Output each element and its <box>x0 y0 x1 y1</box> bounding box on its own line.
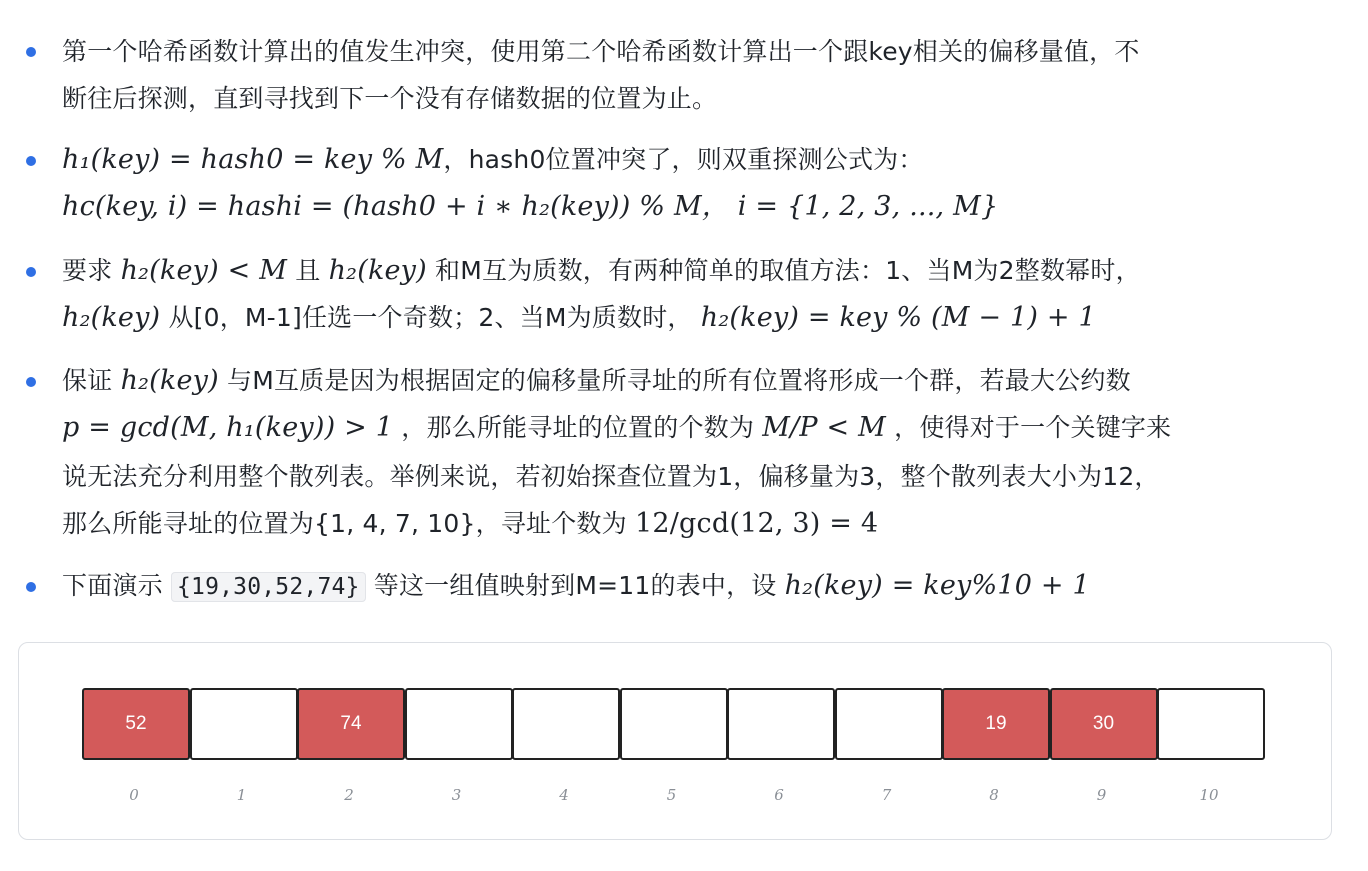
text-span: ，使得对于一个关键字来 <box>894 413 1172 442</box>
math-formula: h₁(key) = hash0 = key % M <box>62 144 444 175</box>
slot-index-label: 7 <box>881 786 892 804</box>
hash-slot <box>1157 688 1265 760</box>
slot-index-label: 10 <box>1199 786 1219 804</box>
hash-slot: 30 <box>1050 688 1158 760</box>
text-span: 下面演示 <box>62 571 163 600</box>
math-formula: hc(key, i) = hashi = (hash0 + i ∗ h₂(key)) % M， i = {1, 2, 3, ..., M} <box>62 191 999 222</box>
math-formula: 12/gcd(12, 3) = 4 <box>634 508 879 539</box>
hash-slot <box>405 688 513 760</box>
slot-index-label: 0 <box>129 786 139 804</box>
slot-index-label: 4 <box>559 786 569 804</box>
text-span: 从[0，M-1]任选一个奇数；2、当M为质数时， <box>168 303 693 332</box>
paragraph-line <box>62 569 1090 604</box>
paragraph-line <box>62 364 1131 398</box>
text-span: 与M互质是因为根据固定的偏移量所寻址的所有位置将形成一个群，若最大公约数 <box>227 366 1131 395</box>
hash-slot <box>727 688 835 760</box>
bullet-icon <box>26 377 36 387</box>
text-span: 那么所能寻址的位置为{1, 4, 7, 10}，寻址个数为 <box>62 509 627 538</box>
paragraph-line <box>62 254 1141 288</box>
hash-slot <box>835 688 943 760</box>
paragraph-line: 说无法充分利用整个散列表。举例来说，若初始探查位置为1，偏移量为3，整个散列表大小为12， <box>62 462 1160 491</box>
hash-slot <box>190 688 298 760</box>
hash-slot <box>512 688 620 760</box>
paragraph-line: 第一个哈希函数计算出的值发生冲突，使用第二个哈希函数计算出一个跟key相关的偏移量值，不 <box>62 37 1140 66</box>
text-span: 等这一组值映射到M=11的表中，设 <box>373 571 777 600</box>
math-formula: h₂(key) <box>120 365 219 396</box>
slot-index-label: 8 <box>989 786 999 804</box>
bullet-icon <box>26 267 36 277</box>
math-formula: M/P < M <box>762 412 886 443</box>
slot-index-label: 9 <box>1096 786 1107 804</box>
hash-slot: 19 <box>942 688 1050 760</box>
paragraph-line <box>62 301 1096 335</box>
hash-slot: 74 <box>297 688 405 760</box>
bullet-icon <box>26 582 36 592</box>
bullet-icon <box>26 156 36 166</box>
slot-index-label: 5 <box>666 786 677 804</box>
slot-index-label: 6 <box>774 786 784 804</box>
slot-index-label: 2 <box>344 786 354 804</box>
paragraph-line: 断往后探测，直到寻找到下一个没有存储数据的位置为止。 <box>62 84 718 113</box>
slot-index-label: 1 <box>236 786 247 804</box>
slot-index-label: 3 <box>451 786 462 804</box>
math-formula: h₂(key) = key%10 + 1 <box>784 570 1090 601</box>
bullet-icon <box>26 47 36 57</box>
text-span: 保证 <box>62 366 113 395</box>
text-span: ，那么所能寻址的位置的个数为 <box>401 413 755 442</box>
inline-code: {19,30,52,74} <box>171 572 366 602</box>
text-span: ，hash0位置冲突了，则双重探测公式为： <box>443 145 924 174</box>
formula-line <box>62 190 998 224</box>
paragraph-line <box>62 411 1171 445</box>
math-formula: h₂(key) < M <box>120 255 288 286</box>
formula-line <box>62 143 924 177</box>
hash-slot <box>620 688 728 760</box>
hash-slot: 52 <box>82 688 190 760</box>
text-span: 且 <box>295 256 321 285</box>
math-formula: h₂(key) = key % (M − 1) + 1 <box>700 302 1096 333</box>
math-formula: h₂(key) <box>328 255 427 286</box>
paragraph-line <box>62 507 878 541</box>
text-span: 和M互为质数，有两种简单的取值方法：1、当M为2整数幂时， <box>435 256 1141 285</box>
text-span: 要求 <box>62 256 113 285</box>
math-formula: h₂(key) <box>62 302 161 333</box>
math-formula: p = gcd(M, h₁(key)) > 1 <box>62 412 394 443</box>
